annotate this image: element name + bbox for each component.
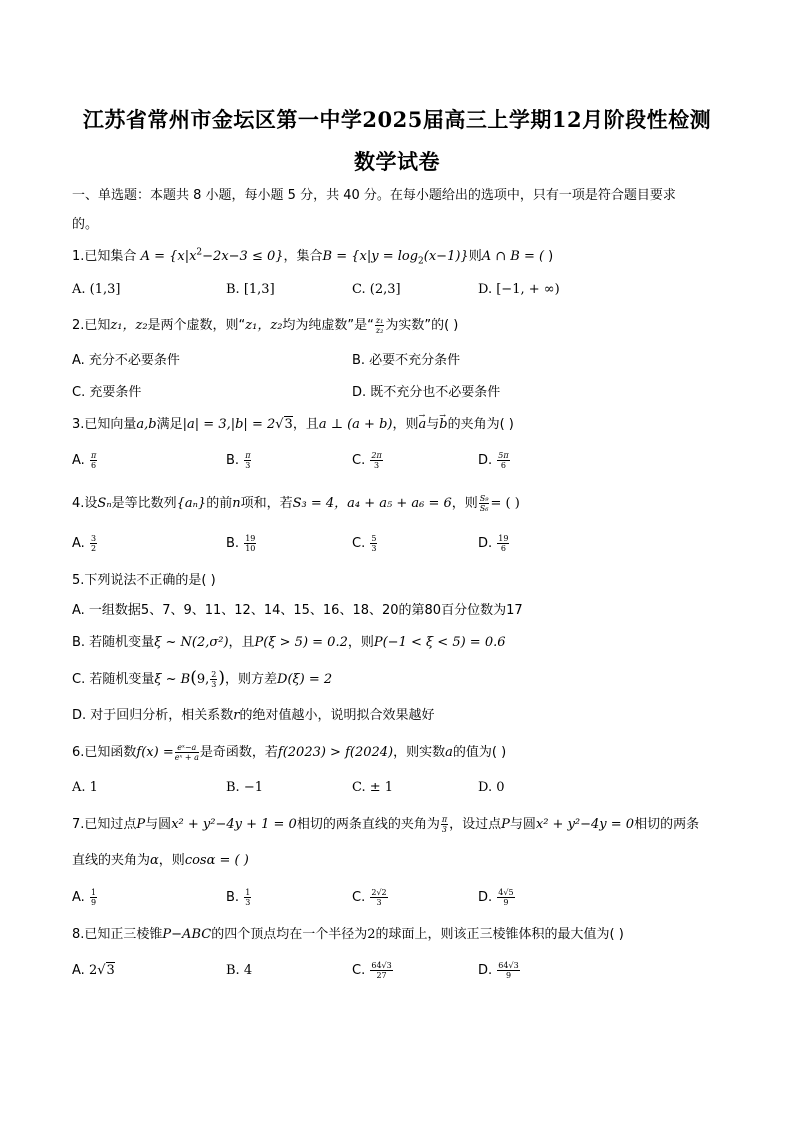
question-1-option-a: A. (1,3] [72,282,121,297]
question-2-option-c: C. 充要条件 [72,385,142,400]
question-5-option-a: A. 一组数据5、7、9、11、12、14、15、16、18、20的第80百分位数为17 [72,603,523,618]
question-5-option-c: C. 若随机变量ξ ~ B(9, $\frac{2}{3}$ )，则方差D(ξ) = 2 [72,668,333,689]
fraction: $\frac{\text{z₁}}{\text{z₂}}$ [375,316,384,335]
question-5-option-b: B. 若随机变量ξ ~ N(2,σ²)，且P(ξ > 5) = 0.2，则P(−1 < ξ < 5) = 0.6 [72,635,506,650]
question-8-option-b: B. 4 [226,963,253,978]
question-1-option-b: B. [1,3] [226,282,275,297]
question-7-option-b: B. $\frac{1}{3}$ [226,888,251,907]
question-1-option-d: D. [−1, + ∞) [478,282,560,297]
question-6-stem: 6.已知函数f(x) = $\frac{\text{eˣ−a}}{\text{eˣ + a}}$ 是奇函数，若f(2023) > f(2024)，则实数a的值为( ) [72,743,507,762]
question-7-stem-line2: 直线的夹角为α，则cosα = ( ) [72,853,249,868]
question-3-option-a: A. $\frac{\pi}{6}$ [72,451,97,470]
question-3-option-d: D. $\frac{5\pi}{6}$ [478,451,509,470]
question-4-option-b: B. $\frac{19}{10}$ [226,534,256,553]
question-3-stem: 3.已知向量a,b满足|a| = 3,|b| = 2√3，且a ⊥ (a + b)，则→ a与→ b的夹角为( ) [72,415,514,435]
question-4-stem: 4.设Sₙ是等比数列{aₙ}的前n项和，若S₃ = 4，a₄ + a₅ + a₆ = 6，则 $\frac{\text{S₉}}{\text{S₆}}$ = ( ) [72,494,520,513]
question-4-option-d: D. $\frac{19}{6}$ [478,534,509,553]
question-6-option-a: A. 1 [72,780,98,795]
exam-title-line2: 数学试卷 [354,149,440,174]
question-1-stem: 1.已知集合 $A = \{x|x^2-2x-3 \le 0\}$，集合$B = \{x|y = \log_2(x-1)\}$则A ∩ B = ( ) [72,247,554,267]
question-7-option-a: A. $\frac{1}{9}$ [72,888,97,907]
question-2-option-a: A. 充分不必要条件 [72,353,180,368]
question-8-option-d: D. $\frac{64√3}{9}$ [478,961,519,980]
question-8-stem: 8.已知正三棱锥P−ABC的四个顶点均在一个半径为2的球面上，则该正三棱锥体积的最大值为( ) [72,927,624,942]
question-6-option-d: D. 0 [478,780,505,795]
question-6-option-c: C. ± 1 [352,780,394,795]
fraction: $\frac{\text{eˣ−a}}{\text{eˣ + a}}$ [174,743,199,762]
question-7-stem-line1: 7.已知过点P与圆x² + y²−4y + 1 = 0相切的两条直线的夹角为 $\frac{\pi}{3}$ ，设过点P与圆x² + y²−4y = 0相切的两条 [72,815,700,834]
question-2-stem: 2.已知z₁，z₂是两个虚数，则“z₁，z₂均为纯虚数”是“ $\frac{\text{z₁}}{\text{z₂}}$ 为实数”的( ) [72,316,459,335]
question-7-option-c: C. $\frac{2√2}{3}$ [352,888,387,907]
question-2-option-d: D. 既不充分也不必要条件 [352,385,501,400]
question-7-option-d: D. $\frac{4√5}{9}$ [478,888,514,907]
question-5-stem: 5.下列说法不正确的是( ) [72,573,216,588]
question-4-option-c: C. $\frac{5}{3}$ [352,534,377,553]
fraction: $\frac{\text{S₉}}{\text{S₆}}$ [479,494,489,513]
section-instructions-line2: 的。 [72,217,99,232]
question-8-option-a: A. 2√3 [72,963,115,978]
question-5-option-d: D. 对于回归分析，相关系数r的绝对值越小，说明拟合效果越好 [72,708,435,723]
question-6-option-b: B. −1 [226,780,263,795]
exam-title-line1: 江苏省常州市金坛区第一中学2025届高三上学期12月阶段性检测 [82,107,712,132]
question-2-option-b: B. 必要不充分条件 [352,353,461,368]
question-1-option-c: C. (2,3] [352,282,401,297]
question-8-option-c: C. $\frac{64√3}{27}$ [352,961,392,980]
question-3-option-b: B. $\frac{\pi}{3}$ [226,451,251,470]
question-4-option-a: A. $\frac{3}{2}$ [72,534,97,553]
section-instructions-line1: 一、单选题：本题共 8 小题，每小题 5 分，共 40 分。在每小题给出的选项中，只有一项是符合题目要求 [72,188,676,203]
question-3-option-c: C. $\frac{2\pi}{3}$ [352,451,382,470]
